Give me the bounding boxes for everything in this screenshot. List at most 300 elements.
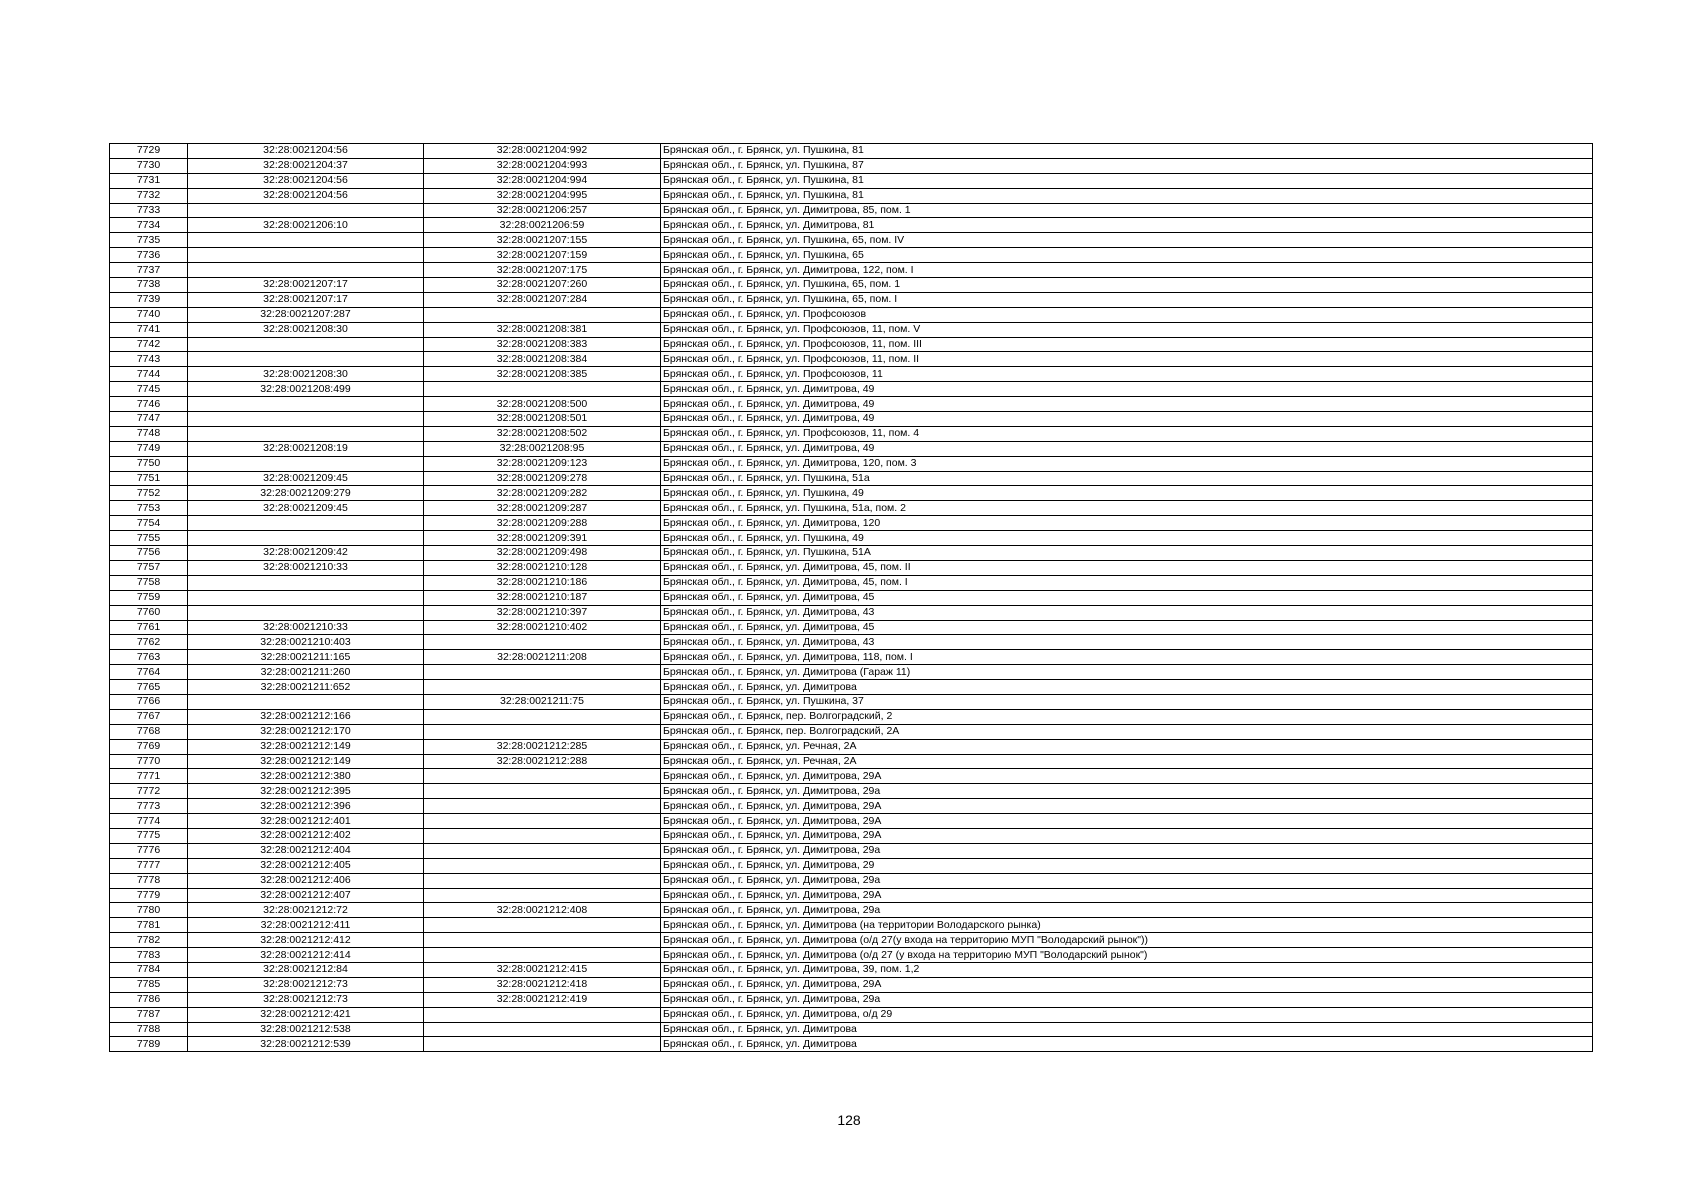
row-number-cell: 7730	[110, 158, 188, 173]
parent-cadastral-number-cell: 32:28:0021207:17	[188, 278, 424, 293]
row-number-cell: 7741	[110, 322, 188, 337]
cadastral-number-cell: 32:28:0021212:285	[424, 739, 661, 754]
table-row	[110, 903, 1593, 918]
cadastral-number-cell	[424, 858, 661, 873]
row-number-cell: 7760	[110, 605, 188, 620]
cadastral-number-cell: 32:28:0021204:993	[424, 158, 661, 173]
parent-cadastral-number-cell: 32:28:0021210:403	[188, 635, 424, 650]
address-cell: Брянская обл., г. Брянск, ул. Димитрова, 29а	[661, 843, 1593, 858]
table-row	[110, 575, 1593, 590]
row-number-cell: 7783	[110, 948, 188, 963]
address-cell: Брянская обл., г. Брянск, ул. Профсоюзов, 11, пом. 4	[661, 426, 1593, 441]
cadastral-number-cell	[424, 918, 661, 933]
cadastral-number-cell	[424, 873, 661, 888]
table-row	[110, 352, 1593, 367]
row-number-cell: 7789	[110, 1037, 188, 1052]
row-number-cell: 7739	[110, 292, 188, 307]
row-number-cell: 7754	[110, 516, 188, 531]
cadastral-number-cell	[424, 784, 661, 799]
address-cell: Брянская обл., г. Брянск, ул. Димитрова, 29а	[661, 992, 1593, 1007]
address-cell: Брянская обл., г. Брянск, ул. Димитрова (Гараж 11)	[661, 665, 1593, 680]
table-row	[110, 754, 1593, 769]
address-cell: Брянская обл., г. Брянск, ул. Димитрова, 120, пом. 3	[661, 456, 1593, 471]
parent-cadastral-number-cell: 32:28:0021212:401	[188, 814, 424, 829]
table-row	[110, 635, 1593, 650]
address-cell: Брянская обл., г. Брянск, ул. Пушкина, 51а, пом. 2	[661, 501, 1593, 516]
table-row	[110, 918, 1593, 933]
address-cell: Брянская обл., г. Брянск, ул. Пушкина, 87	[661, 158, 1593, 173]
row-number-cell: 7735	[110, 233, 188, 248]
table-row	[110, 546, 1593, 561]
address-cell: Брянская обл., г. Брянск, ул. Димитрова, 85, пом. 1	[661, 203, 1593, 218]
parent-cadastral-number-cell: 32:28:0021210:33	[188, 620, 424, 635]
row-number-cell: 7748	[110, 426, 188, 441]
address-cell: Брянская обл., г. Брянск, ул. Пушкина, 81	[661, 173, 1593, 188]
address-cell: Брянская обл., г. Брянск, ул. Речная, 2А	[661, 739, 1593, 754]
parent-cadastral-number-cell: 32:28:0021209:42	[188, 546, 424, 561]
table-row	[110, 962, 1593, 977]
row-number-cell: 7778	[110, 873, 188, 888]
table-row	[110, 292, 1593, 307]
table-row	[110, 724, 1593, 739]
table-row	[110, 486, 1593, 501]
row-number-cell: 7755	[110, 531, 188, 546]
row-number-cell: 7732	[110, 188, 188, 203]
table-row	[110, 873, 1593, 888]
row-number-cell: 7763	[110, 650, 188, 665]
address-cell: Брянская обл., г. Брянск, ул. Димитрова, 122, пом. I	[661, 263, 1593, 278]
cadastral-number-cell	[424, 828, 661, 843]
parent-cadastral-number-cell: 32:28:0021212:84	[188, 962, 424, 977]
table-row	[110, 248, 1593, 263]
address-cell: Брянская обл., г. Брянск, ул. Димитрова, 118, пом. I	[661, 650, 1593, 665]
table-row	[110, 977, 1593, 992]
table-row	[110, 799, 1593, 814]
table-row	[110, 188, 1593, 203]
row-number-cell: 7756	[110, 546, 188, 561]
row-number-cell: 7776	[110, 843, 188, 858]
address-cell: Брянская обл., г. Брянск, ул. Профсоюзов, 11, пом. V	[661, 322, 1593, 337]
cadastral-number-cell	[424, 709, 661, 724]
address-cell: Брянская обл., г. Брянск, ул. Пушкина, 65, пом. 1	[661, 278, 1593, 293]
parent-cadastral-number-cell: 32:28:0021212:414	[188, 948, 424, 963]
parent-cadastral-number-cell	[188, 694, 424, 709]
address-cell: Брянская обл., г. Брянск, ул. Димитрова	[661, 1037, 1593, 1052]
row-number-cell: 7759	[110, 590, 188, 605]
parent-cadastral-number-cell: 32:28:0021212:411	[188, 918, 424, 933]
parent-cadastral-number-cell: 32:28:0021212:73	[188, 977, 424, 992]
parent-cadastral-number-cell: 32:28:0021212:73	[188, 992, 424, 1007]
table-row	[110, 531, 1593, 546]
parent-cadastral-number-cell	[188, 516, 424, 531]
cadastral-number-cell	[424, 665, 661, 680]
cadastral-number-cell	[424, 307, 661, 322]
address-cell: Брянская обл., г. Брянск, ул. Димитрова, 29А	[661, 799, 1593, 814]
row-number-cell: 7749	[110, 441, 188, 456]
table-row	[110, 1022, 1593, 1037]
cadastral-number-cell: 32:28:0021204:995	[424, 188, 661, 203]
address-cell: Брянская обл., г. Брянск, ул. Димитрова, о/д 29	[661, 1007, 1593, 1022]
table-row	[110, 412, 1593, 427]
parent-cadastral-number-cell: 32:28:0021204:56	[188, 188, 424, 203]
row-number-cell: 7743	[110, 352, 188, 367]
row-number-cell: 7785	[110, 977, 188, 992]
table-row	[110, 650, 1593, 665]
parent-cadastral-number-cell	[188, 352, 424, 367]
parent-cadastral-number-cell	[188, 248, 424, 263]
row-number-cell: 7744	[110, 367, 188, 382]
table-row	[110, 144, 1593, 159]
table-row	[110, 441, 1593, 456]
row-number-cell: 7757	[110, 560, 188, 575]
cadastral-number-cell: 32:28:0021209:288	[424, 516, 661, 531]
table-row	[110, 665, 1593, 680]
parent-cadastral-number-cell	[188, 531, 424, 546]
cadastral-number-cell: 32:28:0021212:415	[424, 962, 661, 977]
row-number-cell: 7752	[110, 486, 188, 501]
row-number-cell: 7747	[110, 412, 188, 427]
cadastral-number-cell: 32:28:0021209:287	[424, 501, 661, 516]
address-cell: Брянская обл., г. Брянск, ул. Димитрова, 49	[661, 382, 1593, 397]
cadastral-number-cell: 32:28:0021208:502	[424, 426, 661, 441]
row-number-cell: 7773	[110, 799, 188, 814]
row-number-cell: 7780	[110, 903, 188, 918]
cadastral-number-cell: 32:28:0021210:402	[424, 620, 661, 635]
parent-cadastral-number-cell	[188, 203, 424, 218]
parent-cadastral-number-cell: 32:28:0021212:407	[188, 888, 424, 903]
registry-table-body	[110, 144, 1593, 1052]
cadastral-number-cell: 32:28:0021208:500	[424, 397, 661, 412]
address-cell: Брянская обл., г. Брянск, ул. Димитрова, 45, пом. I	[661, 575, 1593, 590]
property-registry-table	[109, 143, 1593, 1052]
parent-cadastral-number-cell: 32:28:0021207:17	[188, 292, 424, 307]
address-cell: Брянская обл., г. Брянск, ул. Пушкина, 37	[661, 694, 1593, 709]
address-cell: Брянская обл., г. Брянск, ул. Димитрова, 45	[661, 620, 1593, 635]
row-number-cell: 7767	[110, 709, 188, 724]
table-row	[110, 456, 1593, 471]
parent-cadastral-number-cell: 32:28:0021212:539	[188, 1037, 424, 1052]
parent-cadastral-number-cell	[188, 263, 424, 278]
parent-cadastral-number-cell: 32:28:0021208:30	[188, 322, 424, 337]
address-cell: Брянская обл., г. Брянск, ул. Димитрова, 45, пом. II	[661, 560, 1593, 575]
cadastral-number-cell: 32:28:0021211:208	[424, 650, 661, 665]
address-cell: Брянская обл., г. Брянск, ул. Димитрова, 29а	[661, 903, 1593, 918]
table-row	[110, 560, 1593, 575]
cadastral-number-cell	[424, 1022, 661, 1037]
cadastral-number-cell	[424, 724, 661, 739]
cadastral-number-cell	[424, 948, 661, 963]
address-cell: Брянская обл., г. Брянск, ул. Пушкина, 65	[661, 248, 1593, 263]
row-number-cell: 7766	[110, 694, 188, 709]
parent-cadastral-number-cell: 32:28:0021212:421	[188, 1007, 424, 1022]
table-row	[110, 233, 1593, 248]
row-number-cell: 7746	[110, 397, 188, 412]
cadastral-number-cell: 32:28:0021206:257	[424, 203, 661, 218]
row-number-cell: 7771	[110, 769, 188, 784]
cadastral-number-cell: 32:28:0021210:128	[424, 560, 661, 575]
address-cell: Брянская обл., г. Брянск, ул. Димитрова, 29	[661, 858, 1593, 873]
table-row	[110, 203, 1593, 218]
row-number-cell: 7733	[110, 203, 188, 218]
row-number-cell: 7774	[110, 814, 188, 829]
parent-cadastral-number-cell: 32:28:0021204:37	[188, 158, 424, 173]
table-row	[110, 1037, 1593, 1052]
parent-cadastral-number-cell: 32:28:0021212:404	[188, 843, 424, 858]
row-number-cell: 7750	[110, 456, 188, 471]
parent-cadastral-number-cell: 32:28:0021212:538	[188, 1022, 424, 1037]
table-row	[110, 263, 1593, 278]
parent-cadastral-number-cell: 32:28:0021211:652	[188, 680, 424, 695]
cadastral-number-cell	[424, 635, 661, 650]
table-row	[110, 739, 1593, 754]
cadastral-number-cell: 32:28:0021207:260	[424, 278, 661, 293]
cadastral-number-cell: 32:28:0021212:288	[424, 754, 661, 769]
address-cell: Брянская обл., г. Брянск, ул. Пушкина, 81	[661, 188, 1593, 203]
parent-cadastral-number-cell: 32:28:0021206:10	[188, 218, 424, 233]
cadastral-number-cell: 32:28:0021208:384	[424, 352, 661, 367]
parent-cadastral-number-cell: 32:28:0021212:402	[188, 828, 424, 843]
address-cell: Брянская обл., г. Брянск, ул. Димитрова, 29А	[661, 769, 1593, 784]
parent-cadastral-number-cell	[188, 397, 424, 412]
table-row	[110, 322, 1593, 337]
row-number-cell: 7742	[110, 337, 188, 352]
address-cell: Брянская обл., г. Брянск, ул. Профсоюзов, 11	[661, 367, 1593, 382]
row-number-cell: 7770	[110, 754, 188, 769]
cadastral-number-cell	[424, 888, 661, 903]
row-number-cell: 7737	[110, 263, 188, 278]
parent-cadastral-number-cell	[188, 233, 424, 248]
row-number-cell: 7745	[110, 382, 188, 397]
row-number-cell: 7731	[110, 173, 188, 188]
address-cell: Брянская обл., г. Брянск, ул. Димитрова	[661, 1022, 1593, 1037]
cadastral-number-cell: 32:28:0021208:385	[424, 367, 661, 382]
parent-cadastral-number-cell: 32:28:0021208:30	[188, 367, 424, 382]
table-row	[110, 397, 1593, 412]
address-cell: Брянская обл., г. Брянск, ул. Димитрова, 49	[661, 412, 1593, 427]
row-number-cell: 7761	[110, 620, 188, 635]
row-number-cell: 7782	[110, 933, 188, 948]
parent-cadastral-number-cell: 32:28:0021208:499	[188, 382, 424, 397]
parent-cadastral-number-cell: 32:28:0021207:287	[188, 307, 424, 322]
address-cell: Брянская обл., г. Брянск, ул. Димитрова, 43	[661, 605, 1593, 620]
table-row	[110, 948, 1593, 963]
row-number-cell: 7768	[110, 724, 188, 739]
table-row	[110, 218, 1593, 233]
cadastral-number-cell	[424, 769, 661, 784]
table-row	[110, 337, 1593, 352]
table-row	[110, 471, 1593, 486]
table-row	[110, 426, 1593, 441]
parent-cadastral-number-cell: 32:28:0021209:45	[188, 501, 424, 516]
parent-cadastral-number-cell: 32:28:0021211:165	[188, 650, 424, 665]
table-row	[110, 933, 1593, 948]
row-number-cell: 7764	[110, 665, 188, 680]
table-row	[110, 843, 1593, 858]
cadastral-number-cell: 32:28:0021204:992	[424, 144, 661, 159]
address-cell: Брянская обл., г. Брянск, ул. Димитрова (о/д 27 (у входа на территорию МУП "Володарский рынок")	[661, 948, 1593, 963]
address-cell: Брянская обл., г. Брянск, ул. Димитрова, 49	[661, 441, 1593, 456]
address-cell: Брянская обл., г. Брянск, пер. Волгоградский, 2А	[661, 724, 1593, 739]
table-row	[110, 680, 1593, 695]
cadastral-number-cell: 32:28:0021209:282	[424, 486, 661, 501]
cadastral-number-cell: 32:28:0021204:994	[424, 173, 661, 188]
cadastral-number-cell	[424, 382, 661, 397]
cadastral-number-cell	[424, 933, 661, 948]
row-number-cell: 7736	[110, 248, 188, 263]
table-row	[110, 709, 1593, 724]
address-cell: Брянская обл., г. Брянск, ул. Профсоюзов, 11, пом. III	[661, 337, 1593, 352]
parent-cadastral-number-cell: 32:28:0021212:380	[188, 769, 424, 784]
cadastral-number-cell: 32:28:0021207:175	[424, 263, 661, 278]
address-cell: Брянская обл., г. Брянск, ул. Димитрова, 29А	[661, 977, 1593, 992]
parent-cadastral-number-cell: 32:28:0021209:279	[188, 486, 424, 501]
row-number-cell: 7781	[110, 918, 188, 933]
cadastral-number-cell: 32:28:0021206:59	[424, 218, 661, 233]
row-number-cell: 7777	[110, 858, 188, 873]
row-number-cell: 7753	[110, 501, 188, 516]
address-cell: Брянская обл., г. Брянск, ул. Димитрова, 45	[661, 590, 1593, 605]
parent-cadastral-number-cell	[188, 456, 424, 471]
table-row	[110, 382, 1593, 397]
parent-cadastral-number-cell: 32:28:0021212:412	[188, 933, 424, 948]
row-number-cell: 7762	[110, 635, 188, 650]
cadastral-number-cell	[424, 1037, 661, 1052]
cadastral-number-cell	[424, 680, 661, 695]
address-cell: Брянская обл., г. Брянск, ул. Пушкина, 65, пом. I	[661, 292, 1593, 307]
parent-cadastral-number-cell: 32:28:0021204:56	[188, 173, 424, 188]
parent-cadastral-number-cell: 32:28:0021212:72	[188, 903, 424, 918]
address-cell: Брянская обл., г. Брянск, ул. Димитрова, 29А	[661, 888, 1593, 903]
row-number-cell: 7772	[110, 784, 188, 799]
cadastral-number-cell: 32:28:0021208:95	[424, 441, 661, 456]
row-number-cell: 7740	[110, 307, 188, 322]
cadastral-number-cell	[424, 799, 661, 814]
cadastral-number-cell	[424, 1007, 661, 1022]
row-number-cell: 7734	[110, 218, 188, 233]
cadastral-number-cell: 32:28:0021210:186	[424, 575, 661, 590]
row-number-cell: 7788	[110, 1022, 188, 1037]
parent-cadastral-number-cell: 32:28:0021210:33	[188, 560, 424, 575]
table-row	[110, 694, 1593, 709]
row-number-cell: 7765	[110, 680, 188, 695]
cadastral-number-cell	[424, 843, 661, 858]
address-cell: Брянская обл., г. Брянск, ул. Профсоюзов, 11, пом. II	[661, 352, 1593, 367]
cadastral-number-cell: 32:28:0021207:284	[424, 292, 661, 307]
parent-cadastral-number-cell: 32:28:0021212:395	[188, 784, 424, 799]
address-cell: Брянская обл., г. Брянск, ул. Профсоюзов	[661, 307, 1593, 322]
cadastral-number-cell: 32:28:0021209:123	[424, 456, 661, 471]
cadastral-number-cell: 32:28:0021211:75	[424, 694, 661, 709]
address-cell: Брянская обл., г. Брянск, ул. Димитрова, 43	[661, 635, 1593, 650]
address-cell: Брянская обл., г. Брянск, ул. Димитрова, 29А	[661, 828, 1593, 843]
address-cell: Брянская обл., г. Брянск, ул. Пушкина, 49	[661, 486, 1593, 501]
parent-cadastral-number-cell: 32:28:0021212:149	[188, 739, 424, 754]
table-row	[110, 501, 1593, 516]
table-row	[110, 516, 1593, 531]
table-row	[110, 590, 1593, 605]
cadastral-number-cell: 32:28:0021208:381	[424, 322, 661, 337]
parent-cadastral-number-cell: 32:28:0021212:396	[188, 799, 424, 814]
row-number-cell: 7787	[110, 1007, 188, 1022]
address-cell: Брянская обл., г. Брянск, ул. Пушкина, 81	[661, 144, 1593, 159]
table-row	[110, 307, 1593, 322]
address-cell: Брянская обл., г. Брянск, ул. Речная, 2А	[661, 754, 1593, 769]
cadastral-number-cell	[424, 814, 661, 829]
cadastral-number-cell: 32:28:0021212:408	[424, 903, 661, 918]
address-cell: Брянская обл., г. Брянск, ул. Димитрова, 29а	[661, 784, 1593, 799]
parent-cadastral-number-cell	[188, 426, 424, 441]
row-number-cell: 7758	[110, 575, 188, 590]
address-cell: Брянская обл., г. Брянск, ул. Димитрова, 29а	[661, 873, 1593, 888]
cadastral-number-cell: 32:28:0021208:383	[424, 337, 661, 352]
cadastral-number-cell: 32:28:0021208:501	[424, 412, 661, 427]
address-cell: Брянская обл., г. Брянск, ул. Пушкина, 49	[661, 531, 1593, 546]
row-number-cell: 7775	[110, 828, 188, 843]
table-row	[110, 888, 1593, 903]
parent-cadastral-number-cell	[188, 575, 424, 590]
row-number-cell: 7769	[110, 739, 188, 754]
cadastral-number-cell: 32:28:0021207:155	[424, 233, 661, 248]
address-cell: Брянская обл., г. Брянск, ул. Димитрова, 39, пом. 1,2	[661, 962, 1593, 977]
table-row	[110, 769, 1593, 784]
table-row	[110, 992, 1593, 1007]
row-number-cell: 7784	[110, 962, 188, 977]
row-number-cell: 7779	[110, 888, 188, 903]
page-number: 128	[837, 1112, 861, 1128]
row-number-cell: 7729	[110, 144, 188, 159]
address-cell: Брянская обл., г. Брянск, ул. Димитрова, 49	[661, 397, 1593, 412]
row-number-cell: 7786	[110, 992, 188, 1007]
table-row	[110, 858, 1593, 873]
table-row	[110, 1007, 1593, 1022]
parent-cadastral-number-cell	[188, 412, 424, 427]
parent-cadastral-number-cell	[188, 337, 424, 352]
parent-cadastral-number-cell	[188, 590, 424, 605]
row-number-cell: 7738	[110, 278, 188, 293]
cadastral-number-cell: 32:28:0021210:397	[424, 605, 661, 620]
table-row	[110, 814, 1593, 829]
parent-cadastral-number-cell: 32:28:0021209:45	[188, 471, 424, 486]
address-cell: Брянская обл., г. Брянск, ул. Димитрова (о/д 27(у входа на территорию МУП "Володарский рынок"))	[661, 933, 1593, 948]
parent-cadastral-number-cell: 32:28:0021212:405	[188, 858, 424, 873]
parent-cadastral-number-cell: 32:28:0021212:170	[188, 724, 424, 739]
table-row	[110, 367, 1593, 382]
address-cell: Брянская обл., г. Брянск, пер. Волгоградский, 2	[661, 709, 1593, 724]
table-row	[110, 158, 1593, 173]
parent-cadastral-number-cell: 32:28:0021208:19	[188, 441, 424, 456]
cadastral-number-cell: 32:28:0021212:418	[424, 977, 661, 992]
address-cell: Брянская обл., г. Брянск, ул. Димитрова (на территории Володарского рынка)	[661, 918, 1593, 933]
cadastral-number-cell: 32:28:0021209:498	[424, 546, 661, 561]
address-cell: Брянская обл., г. Брянск, ул. Пушкина, 51а	[661, 471, 1593, 486]
address-cell: Брянская обл., г. Брянск, ул. Пушкина, 65, пом. IV	[661, 233, 1593, 248]
address-cell: Брянская обл., г. Брянск, ул. Димитрова, 81	[661, 218, 1593, 233]
parent-cadastral-number-cell: 32:28:0021204:56	[188, 144, 424, 159]
table-row	[110, 620, 1593, 635]
parent-cadastral-number-cell: 32:28:0021212:149	[188, 754, 424, 769]
table-row	[110, 173, 1593, 188]
cadastral-number-cell: 32:28:0021209:278	[424, 471, 661, 486]
cadastral-number-cell: 32:28:0021210:187	[424, 590, 661, 605]
address-cell: Брянская обл., г. Брянск, ул. Пушкина, 51А	[661, 546, 1593, 561]
table-row	[110, 784, 1593, 799]
parent-cadastral-number-cell	[188, 605, 424, 620]
table-row	[110, 278, 1593, 293]
row-number-cell: 7751	[110, 471, 188, 486]
parent-cadastral-number-cell: 32:28:0021212:166	[188, 709, 424, 724]
table-row	[110, 605, 1593, 620]
address-cell: Брянская обл., г. Брянск, ул. Димитрова	[661, 680, 1593, 695]
